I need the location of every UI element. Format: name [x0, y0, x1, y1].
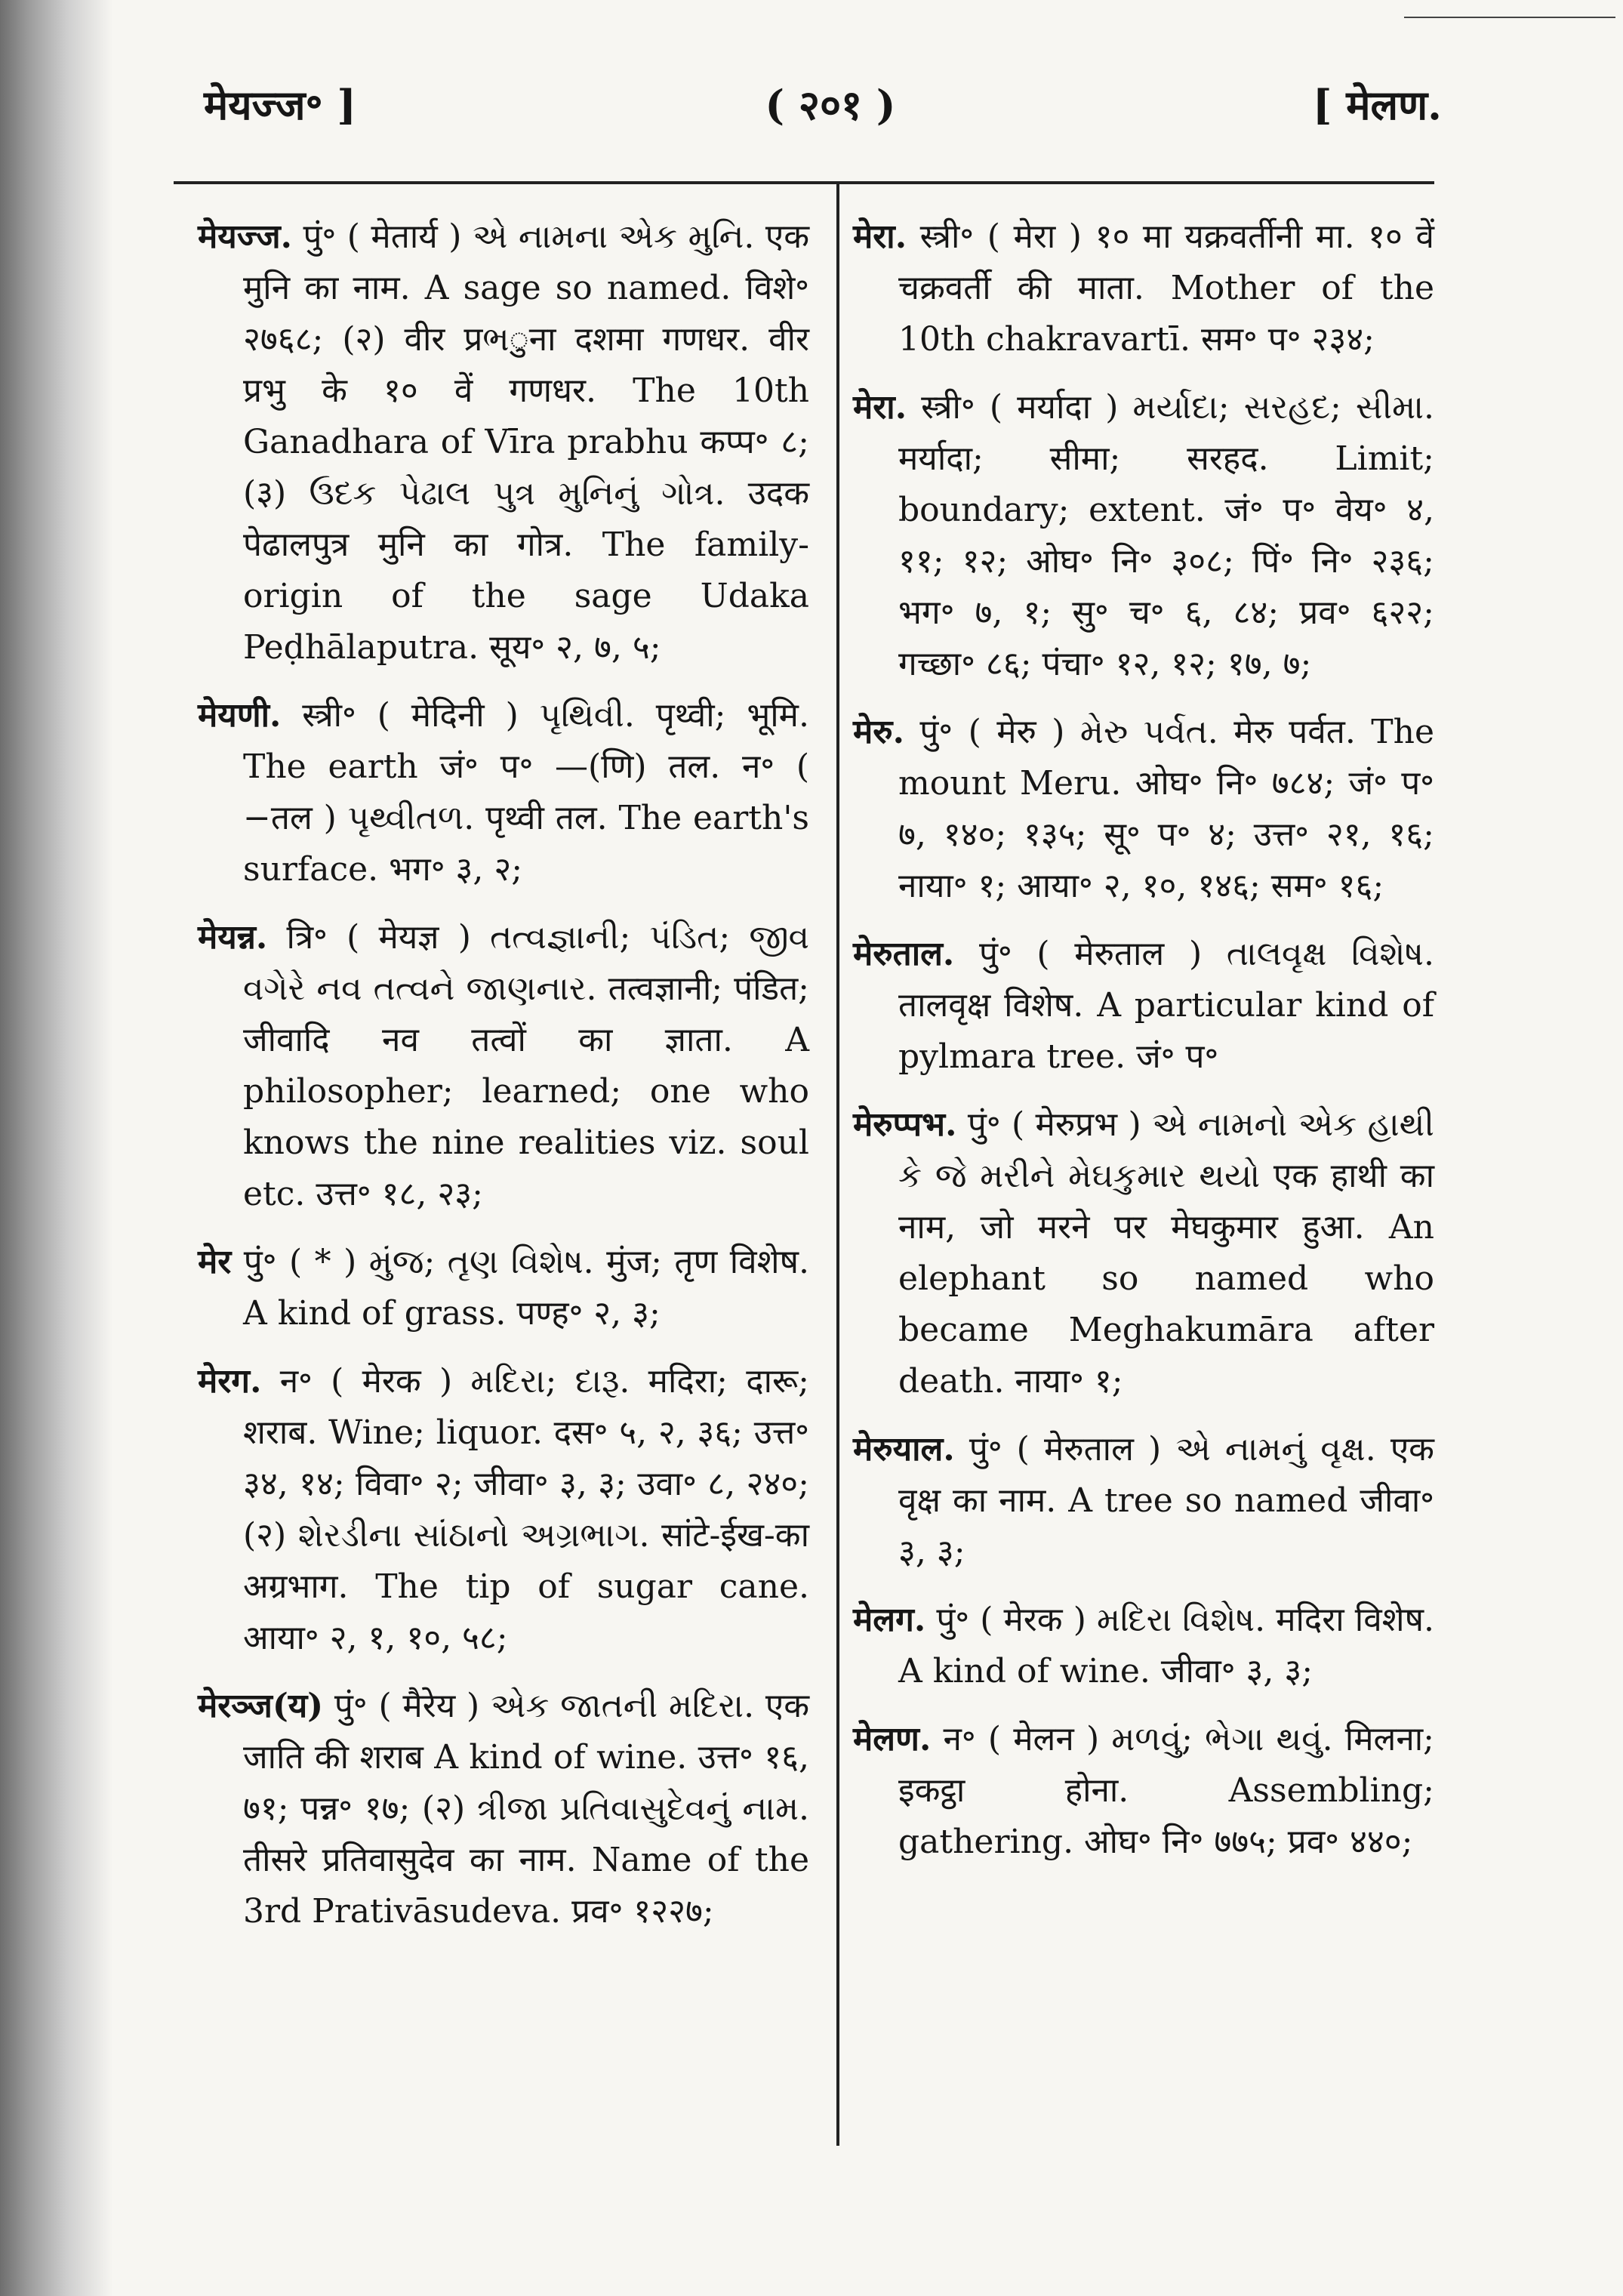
top-edge-line [1404, 17, 1615, 18]
binding-edge-shadow [0, 0, 113, 2296]
entry-headword: मेलण. [853, 1720, 932, 1758]
dictionary-entry [853, 382, 1434, 690]
entry-headword: मेरुप्पभ. [853, 1105, 957, 1144]
dictionary-entry [853, 1099, 1434, 1407]
entry-headword: मेयज्ज. [198, 217, 292, 256]
dictionary-entry [198, 912, 809, 1220]
entry-headword: मेरा. [853, 217, 907, 256]
entry-definition: स्त्री॰ ( मेदिनी ) પૃથિવી. पृथ्वी; भूमि. The earth जं॰ प॰ —(णि) तल. न॰ ( −तल ) પૃથ્વીતળ. पृथ्वी तल. The earth's surface. भग॰ ३, २; [243, 696, 809, 889]
dictionary-entry [853, 707, 1434, 912]
entry-headword: मेयन्न. [198, 918, 268, 957]
dictionary-entry [853, 1595, 1434, 1697]
dictionary-entry [198, 1681, 809, 1937]
entry-headword: मेयणी. [198, 696, 282, 735]
entry-headword: मेरा. [853, 388, 907, 427]
entry-definition: पुं॰ ( मेरुप्रभ ) એ નામનો એક હાથી કે જે મરીને મેઘકુમાર થયો एक हाथी का नाम, जो मरने पर मेघकुमार हुआ. An elephant so named who became Meghakumāra after death. नाया॰ १; [898, 1105, 1434, 1401]
entry-definition: पुं॰ ( मेरुताल ) તાલવૃક્ષ વિશેષ. तालवृक्ष विशेष. A particular kind of pylmara tree. जं॰ प॰ [898, 935, 1434, 1076]
entry-headword: मेरग. [198, 1362, 262, 1401]
entry-headword: मेरुताल. [853, 935, 955, 973]
dictionary-entry [198, 1237, 809, 1339]
header-left-word: मेयज्ज॰ ] [204, 81, 356, 129]
page-number: ( २०१ ) [765, 81, 896, 129]
entry-definition: न॰ ( मेलन ) મળવું; ભેગા થવું. मिलना; इकट्ठा होना. Assembling; gathering. ओघ॰ नि॰ ७७५; प्रव॰ ४४०; [898, 1720, 1434, 1861]
entry-definition: न॰ ( मेरक ) મદિરા; દારૂ. मदिरा; दारू; शराब. Wine; liquor. दस॰ ५, २, ३६; उत्त॰ ३४, १४; विवा॰ २; जीवा॰ ३, ३; उवा॰ ८, २४०; (२) શેરડીના સાંઠાનો અગ્રભાગ. सांटे-ईख-का अग्रभाग. The tip of sugar cane. आया॰ २, १, १०, ५८; [243, 1362, 809, 1657]
entry-headword: मेरञ्ज(य) [198, 1687, 324, 1725]
entry-definition: पुं॰ ( मेरु ) મેરુ પર્વત. मेरु पर्वत. The mount Meru. ओघ॰ नि॰ ७८४; जं॰ प॰ ७, १४०; १३५; सू॰ प॰ ४; उत्त॰ २१, १६; नाया॰ १; आया॰ २, १०, १४६; सम॰ १६; [898, 713, 1434, 905]
column-divider [836, 183, 839, 2146]
dictionary-entry [853, 929, 1434, 1083]
dictionary-entry [853, 1714, 1434, 1868]
dictionary-entry [853, 211, 1434, 365]
left-column [198, 211, 809, 1954]
entry-definition: पुं॰ ( मेरुताल ) એ નામનું વૃક્ષ. एक वृक्ष का नाम. A tree so named जीवा॰ ३, ३; [898, 1430, 1434, 1571]
dictionary-entry [198, 211, 809, 673]
entry-definition: स्त्री॰ ( मेरा ) १० मा यक्रवर्तीनी मा. १० वें चक्रवर्ती की माता. Mother of the 10th chakravartī. सम॰ प॰ २३४; [898, 217, 1434, 359]
entry-definition: पुं॰ ( * ) મુંજ; તૃણ વિશેષ. मुंज; तृण विशेष. A kind of grass. पण्ह॰ २, ३; [243, 1243, 809, 1333]
entry-definition: पुं॰ ( मेरक ) મદિરા વિશેષ. मदिरा विशेष. A kind of wine. जीवा॰ ३, ३; [898, 1601, 1434, 1690]
entry-headword: मेर [198, 1243, 232, 1281]
entry-headword: मेरुयाल. [853, 1430, 955, 1469]
entry-definition: स्त्री॰ ( मर्यादा ) મર્યાદા; સરહદ; સીમા. मर्यादा; सीमा; सरहद. Limit; boundary; extent. जं॰ प॰ वेय॰ ४, ११; १२; ओघ॰ नि॰ ३०८; पिं॰ नि॰ २३६; भग॰ ७, १; सु॰ च॰ ६, ८४; प्रव॰ ६२२; गच्छा॰ ८६; पंचा॰ १२, १२; १७, ७; [898, 388, 1434, 683]
dictionary-entry [198, 690, 809, 895]
entry-headword: मेलग. [853, 1601, 926, 1639]
dictionary-entry [198, 1356, 809, 1664]
running-head [204, 76, 1442, 143]
header-right-word: [ मेलण. [1312, 81, 1442, 129]
entry-definition: त्रि॰ ( मेयज्ञ ) તત્વજ્ઞાની; પંડિત; જીવ વગેરે નવ તત્વને જાણનાર. तत्वज्ञानी; पंडित; जीवादि नव तत्वों का ज्ञाता. A philosopher; learned; one who knows the nine realities viz. soul etc. उत्त॰ १८, २३; [243, 918, 809, 1213]
header-rule [174, 181, 1434, 184]
dictionary-entry [853, 1424, 1434, 1578]
entry-definition: पुं॰ ( मैरेय ) એક જાતની મદિરા. एक जाति की शराब A kind of wine. उत्त॰ १६, ७१; पन्न॰ १७; (२) ત્રીજા પ્રતિવાસુદેવનું નામ. तीसरे प्रतिवासुदेव का नाम. Name of the 3rd Prativāsudeva. प्रव॰ १२२७; [243, 1687, 809, 1931]
entry-definition: पुं॰ ( मेतार्य ) એ નામના એક મુનિ. एक मुनि का नाम. A sage so named. विशे॰ २७६८; (२) वीर प्रભुना दशमा गणधर. वीर प्रभु के १० वें गणधर. The 10th Ganadhara of Vīra prabhu कप्प॰ ८; (३) ઉદક પેઢાલ પુત્ર મુનિનું ગોત્ર. उदक पेढालपुत्र मुनि का गोत्र. The family-origin of the sage Udaka Peḍhālaputra. सूय॰ २, ७, ५; [243, 217, 809, 667]
entry-headword: मेरु. [853, 713, 904, 751]
right-column [853, 211, 1434, 1885]
